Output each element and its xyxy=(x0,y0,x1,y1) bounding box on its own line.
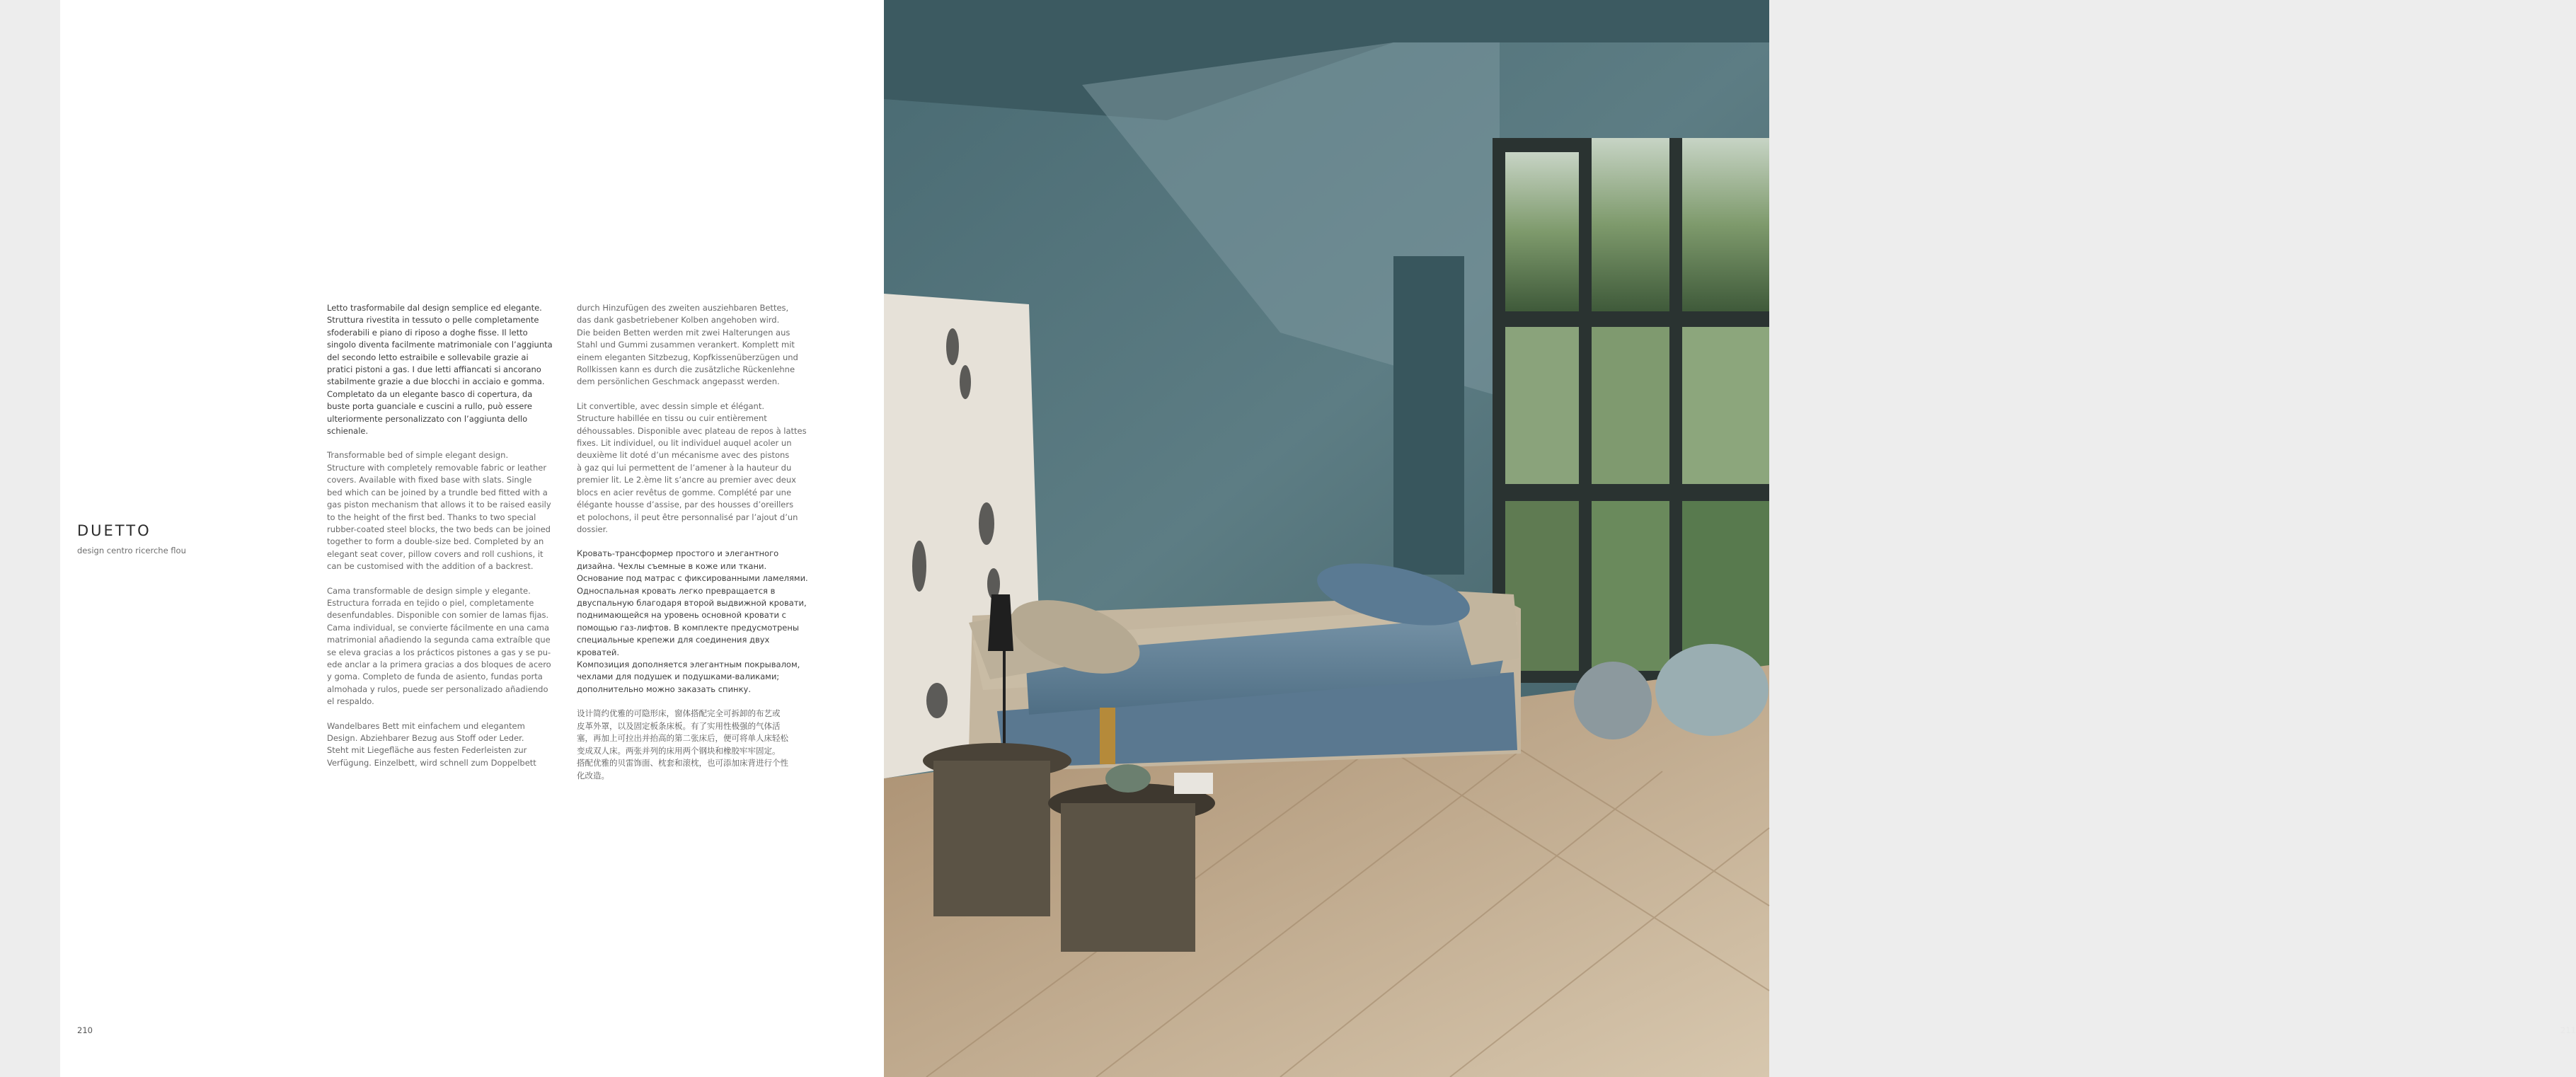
description-french: Lit convertible, avec dessin simple et élégant. Structure habillée en tissu ou cuir entièrement déhoussables. Disponible avec plateau de repos à lattes fixes. Lit individuel, ou lit individuel auquel acoler un deuxième lit doté d’un mécanisme avec des pistons à gaz qui lui permettent de l’amener à la hauteur du premier lit. Le 2.ème lit s’ancre au premier avec deux blocs en acier revêtus de gomme. Complété par une élégante housse d’assise, par des housses d’oreillers et polochons, il peut être personnalisé par l’ajout d’un dossier. xyxy=(577,401,807,534)
description-italian: Letto trasformabile dal design semplice ed elegante. Struttura rivestita in tessuto o pelle completamente sfoderabili e piano di riposo a doghe fisse. Il letto singolo diventa facilmente matrimoniale con l’aggiunta del secondo letto estraibile e sollevabile grazie ai pratici pistoni a gas. I due letti affiancati si ancorano stabilmente grazie a due blocchi in acciaio e gomma. Completato da un elegante basco di copertura, da buste porta guanciale e cuscini a rullo, può essere ulteriormente personalizzato con l’aggiunta dello schienale. xyxy=(327,303,553,437)
description-german-part2: durch Hinzufügen des zweiten ausziehbaren Bettes, das dank gasbetriebener Kolben angehoben wird. Die beiden Betten werden mit zwei Halterungen aus Stahl und Gummi zusammen verankert. Komplett mit einem eleganten Sitzbezug, Kopfkissenüberzügen und Rollkissen kann es durch die zusätzliche Rückenlehne dem persönlichen Geschmack angepasst werden. xyxy=(577,303,798,387)
page-number-right: 211 xyxy=(2560,1025,2576,1035)
page-gutter xyxy=(0,0,60,1077)
description-russian: Кровать-трансформер простого и элегантного дизайна. Чехлы съемные в коже или ткани. Основание под матрас с фиксированными ламелями. Односпальная кровать легко превращается в двуспальную благодаря второй выдвижной кровати, поднимающейся на уровень основной кровати с помощью газ-лифтов. В комплекте предусмотрены специальные крепежи для соединения двух кроватей. Композиция дополняется элегантным покрывалом, чехлами для подушек и подушками-валиками; дополнительно можно заказать спинку. xyxy=(577,548,808,694)
page-number-left: 210 xyxy=(77,1025,93,1035)
left-page xyxy=(60,0,884,1077)
description-german-part1: Wandelbares Bett mit einfachem und elegantem Design. Abziehbarer Bezug aus Stoff oder Leder. Steht mit Liegefläche aus festen Federleisten zur Verfügung. Einzelbett, wird schnell zum Doppelbett xyxy=(327,720,536,768)
description-column-2 xyxy=(577,302,814,794)
description-column-1 xyxy=(327,302,564,781)
product-title: DUETTO xyxy=(77,522,151,539)
product-designer: design centro ricerche flou xyxy=(77,546,186,555)
product-photo xyxy=(884,0,2576,1077)
description-spanish: Cama transformable de design simple y elegante. Estructura forrada en tejido o piel, completamente desenfundables. Disponible con somier de lamas fijas. Cama individual, se convierte fácilmente en una cama matrimonial añadiendo la segunda cama extraíble que se eleva gracias a los prácticos pistones a gas y se pu- ede anclar a la primera gracias a dos bloques de acero y goma. Completo de funda de asiento, fundas porta almohada y rulos, puede ser personalizado añadiendo el respaldo. xyxy=(327,585,551,707)
description-english: Transformable bed of simple elegant design. Structure with completely removable fabric or leather covers. Available with fixed base with slats. Single bed which can be joined by a trundle bed fitted with a gas piston mechanism that allows it to be raised easily to the height of the first bed. Thanks to two special rubber-coated steel blocks, the two beds can be joined together to form a double-size bed. Completed by an elegant seat cover, pillow covers and roll cushions, it can be customised with the addition of a backrest. xyxy=(327,450,551,572)
description-chinese: 设计简约优雅的可隐形床，窗体搭配完全可拆卸的布艺或 皮革外罩，以及固定板条床板。有了实用性极强的气体活 塞，再加上可拉出并抬高的第二张床后，便可将单人床轻松 变成双人床。两张并列的床用两个钢块和橡胶牢牢固定。 搭配优雅的贝雷饰面、枕套和滚枕，也可添加床背进行个性 化改造。 xyxy=(577,708,788,781)
